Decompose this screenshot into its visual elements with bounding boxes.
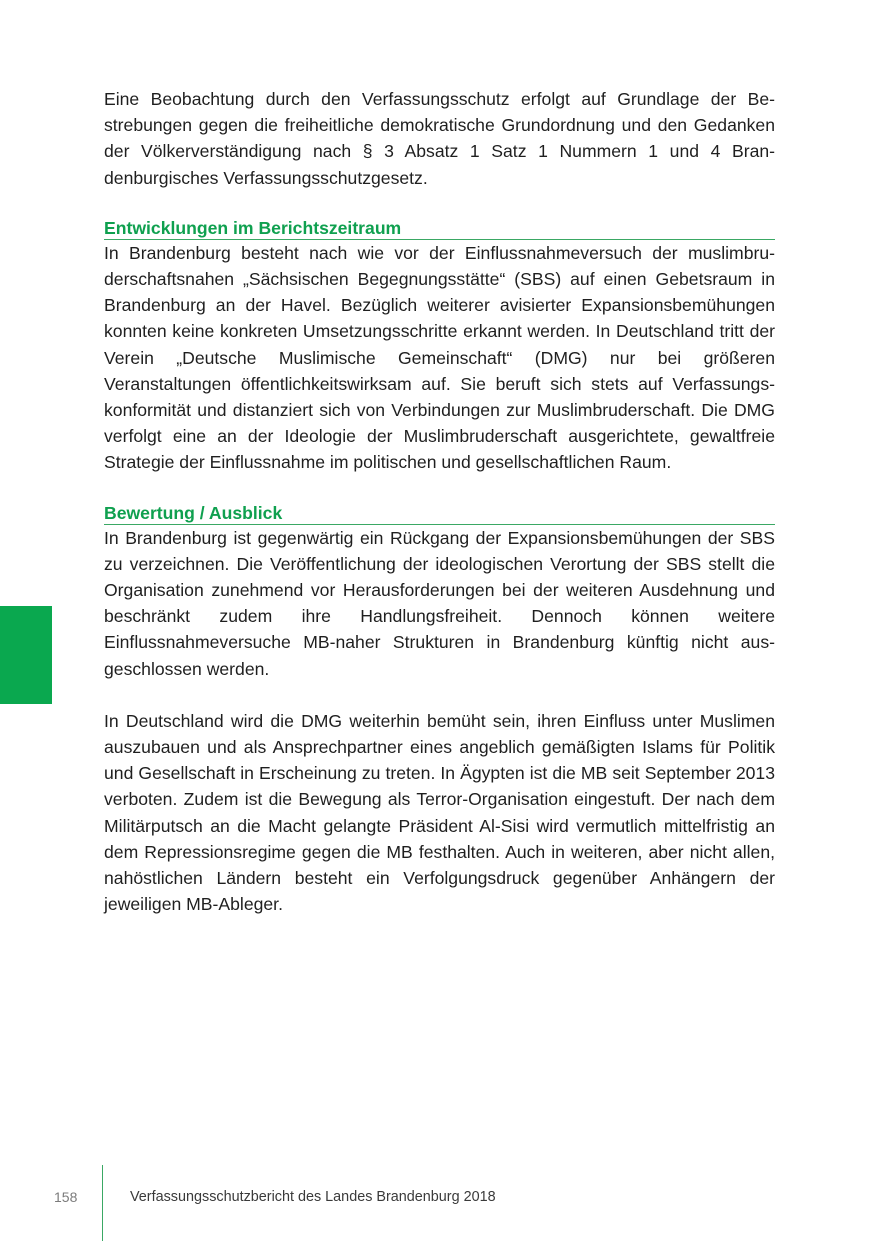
- section-paragraph-bewertung-1: In Brandenburg ist gegenwärtig ein Rückgang der Expansionsbemühungen der SBS zu verzeichnen. Die Veröffentlichung der ideologischen Verortung der SBS stellt die Organisation zunehmend vor Herausforderungen bei der weiteren Ausdehnung und beschränkt zudem ihre Handlungsfreiheit. Dennoch können weitere Einflussnahmeversuche MB-naher Strukturen in Brandenburg künftig nicht ausgeschlossen werden.: [104, 527, 775, 679]
- page-content: [104, 86, 775, 917]
- section-paragraph-entwicklungen: In Brandenburg besteht nach wie vor der Einflussnahmeversuch der muslimbruderschaftsnahen „Sächsischen Begegnungsstätte“ (SBS) auf einen Gebetsraum in Brandenburg an der Havel. Bezüglich weiterer avisierter Expansionsbemühungen konnten keine konkreten Umsetzungsschritte erkannt werden. In Deutschland tritt der Verein „Deutsche Muslimische Gemeinschaft“ (DMG) nur bei größeren Veranstaltungen öffentlichkeitswirksam auf. Sie beruft sich stets auf Verfassungskonformität und distanziert sich von Verbindungen zur Muslimbruderschaft. Die DMG verfolgt eine an der Ideologie der Muslimbruderschaft ausgerichtete, gewaltfreie Strategie der Einflussnahme im politischen und gesellschaftlichen Raum.: [104, 242, 775, 473]
- footer-title: Verfassungsschutzbericht des Landes Brandenburg 2018: [130, 1189, 496, 1205]
- section-paragraph-bewertung-2: In Deutschland wird die DMG weiterhin bemüht sein, ihren Einfluss unter Muslimen auszubauen und als Ansprechpartner eines angeblich gemäßigten Islams für Politik und Gesellschaft in Erscheinung zu treten. In Ägypten ist die MB seit September 2013 verboten. Zudem ist die Bewegung als Terror-Organisation eingestuft. Der nach dem Militärputsch an die Macht gelangte Präsident Al-Sisi wird vermutlich mittelfristig an dem Repressionsregime gegen die MB festhalten. Auch in weiteren, aber nicht allen, nahöstlichen Ländern besteht ein Verfolgungsdruck gegenüber Anhängern der jeweiligen MB-Ableger.: [104, 710, 775, 915]
- page-number: 158: [54, 1189, 78, 1205]
- intro-paragraph: Eine Beobachtung durch den Verfassungsschutz erfolgt auf Grundlage der Bestrebungen gegen die freiheitliche demokratische Grundordnung und den Gedanken der Völkerverständigung nach § 3 Absatz 1 Satz 1 Nummern 1 und 4 Brandenburgisches Verfassungsschutzgesetz.: [104, 89, 775, 188]
- section-heading-entwicklungen: Entwicklungen im Berichtszeitraum: [104, 217, 775, 240]
- chapter-side-tab: [0, 606, 52, 704]
- footer-divider: [102, 1165, 103, 1241]
- section-heading-bewertung: Bewertung / Ausblick: [104, 502, 775, 525]
